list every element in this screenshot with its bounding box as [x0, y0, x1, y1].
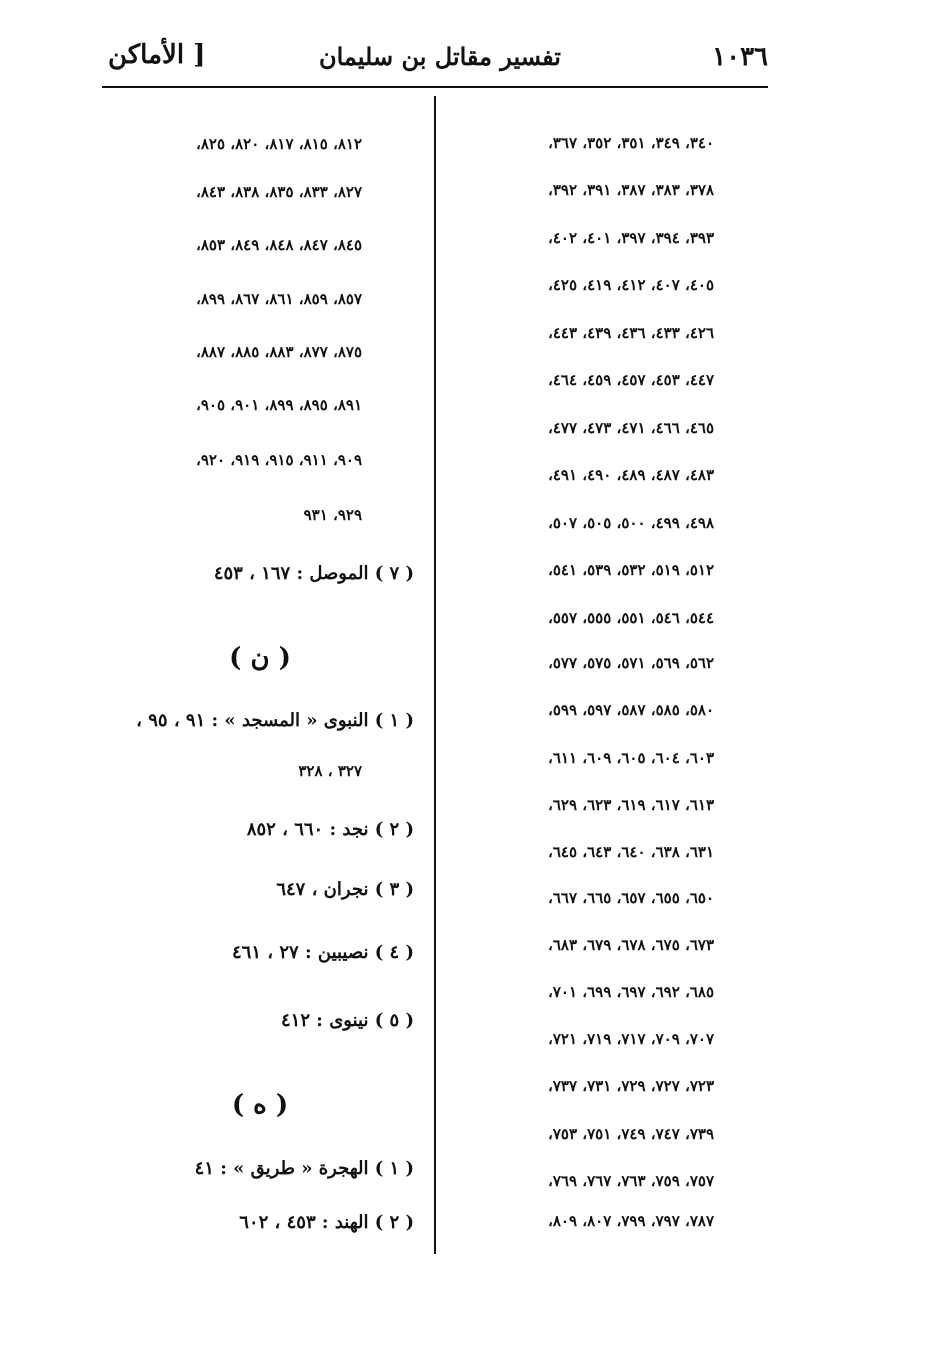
right-reference-line: ٧٥٧، ٧٥٩، ٧٦٣، ٧٦٧، ٧٦٩،: [547, 1172, 714, 1190]
entry-nabawi-continuation: ٣٢٧ ، ٣٢٨: [298, 762, 362, 780]
right-reference-line: ٦٥٠، ٦٥٥، ٦٥٧، ٦٦٥، ٦٦٧،: [547, 889, 714, 907]
left-reference-line: ٨٧٥، ٨٧٧، ٨٨٣، ٨٨٥، ٨٨٧،: [195, 343, 362, 361]
letter-heading-ha: ( ه ): [231, 1090, 289, 1120]
entry-hind: ( ٢ ) الهند : ٤٥٣ ، ٦٠٢: [239, 1212, 414, 1233]
right-reference-line: ٤٩٨، ٤٩٩، ٥٠٠، ٥٠٥، ٥٠٧،: [547, 514, 714, 532]
right-reference-line: ٣٩٣، ٣٩٤، ٣٩٧، ٤٠١، ٤٠٢،: [547, 229, 714, 247]
header-rule: [102, 86, 768, 88]
left-reference-line: ٩٢٩، ٩٣١: [303, 506, 362, 524]
left-reference-line: ٨٤٥، ٨٤٧، ٨٤٨، ٨٤٩، ٨٥٣،: [195, 236, 362, 254]
right-reference-line: ٥٤٤، ٥٤٦، ٥٥١، ٥٥٥، ٥٥٧،: [547, 609, 714, 627]
right-reference-line: ٥٨٠، ٥٨٥، ٥٨٧، ٥٩٧، ٥٩٩،: [547, 701, 714, 719]
entry-najd: ( ٢ ) نجد : ٦٦٠ ، ٨٥٢: [246, 819, 414, 840]
right-reference-line: ٤٨٣، ٤٨٧، ٤٨٩، ٤٩٠، ٤٩١،: [547, 466, 714, 484]
left-reference-line: ٩٠٩، ٩١١، ٩١٥، ٩١٩، ٩٢٠،: [195, 451, 362, 469]
right-reference-line: ٣٧٨، ٣٨٣، ٣٨٧، ٣٩١، ٣٩٢،: [547, 181, 714, 199]
right-reference-line: ٤٤٧، ٤٥٣، ٤٥٧، ٤٥٩، ٤٦٤،: [547, 371, 714, 389]
column-divider: [434, 96, 436, 1254]
entry-nineveh: ( ٥ ) نينوى : ٤١٢: [281, 1010, 414, 1031]
entry-mosul: ( ٧ ) الموصل : ١٦٧ ، ٤٥٣: [213, 563, 414, 584]
right-reference-line: ٧٣٩، ٧٤٧، ٧٤٩، ٧٥١، ٧٥٣،: [547, 1125, 714, 1143]
right-reference-line: ٦٧٣، ٦٧٥، ٦٧٨، ٦٧٩، ٦٨٣،: [547, 936, 714, 954]
right-reference-line: ٥٦٢، ٥٦٩، ٥٧١، ٥٧٥، ٥٧٧،: [547, 654, 714, 672]
running-title: تفسير مقاتل بن سليمان: [318, 42, 561, 71]
entry-hijra: ( ١ ) الهجرة « طريق » : ٤١: [194, 1158, 414, 1179]
right-reference-line: ٤٠٥، ٤٠٧، ٤١٢، ٤١٩، ٤٢٥،: [547, 276, 714, 294]
right-reference-line: ٤٢٦، ٤٣٣، ٤٣٦، ٤٣٩، ٤٤٣،: [547, 324, 714, 342]
right-reference-line: ٥١٢، ٥١٩، ٥٣٢، ٥٣٩، ٥٤١،: [547, 561, 714, 579]
left-reference-line: ٨٩١، ٨٩٥، ٨٩٩، ٩٠١، ٩٠٥،: [195, 396, 362, 414]
right-reference-line: ٤٦٥، ٤٦٦، ٤٧١، ٤٧٣، ٤٧٧،: [547, 419, 714, 437]
right-reference-line: ٦٠٣، ٦٠٤، ٦٠٥، ٦٠٩، ٦١١،: [547, 749, 714, 767]
right-reference-line: ٧٨٧، ٧٩٧، ٧٩٩، ٨٠٧، ٨٠٩،: [547, 1212, 714, 1230]
right-reference-line: ٧٠٧، ٧٠٩، ٧١٧، ٧١٩، ٧٢١،: [547, 1030, 714, 1048]
entry-nasibin: ( ٤ ) نصيبين : ٢٧ ، ٤٦١: [231, 942, 414, 963]
left-reference-line: ٨٥٧، ٨٥٩، ٨٦١، ٨٦٧، ٨٩٩،: [195, 290, 362, 308]
section-title: [ الأماكن: [108, 40, 206, 70]
right-reference-line: ٦٣١، ٦٣٨، ٦٤٠، ٦٤٣، ٦٤٥،: [547, 843, 714, 861]
right-reference-line: ٣٤٠، ٣٤٩، ٣٥١، ٣٥٢، ٣٦٧،: [547, 134, 714, 152]
entry-najran: ( ٣ ) نجران ، ٦٤٧: [276, 879, 414, 900]
entry-nabawi: ( ١ ) النبوى « المسجد » : ٩١ ، ٩٥ ،: [136, 710, 414, 731]
letter-heading-nun: ( ن ): [229, 643, 291, 673]
right-reference-line: ٧٢٣، ٧٢٧، ٧٢٩، ٧٣١، ٧٣٧،: [547, 1077, 714, 1095]
right-reference-line: ٦١٣، ٦١٧، ٦١٩، ٦٢٣، ٦٢٩،: [547, 796, 714, 814]
left-reference-line: ٨١٢، ٨١٥، ٨١٧، ٨٢٠، ٨٢٥،: [195, 135, 362, 153]
right-reference-line: ٦٨٥، ٦٩٢، ٦٩٧، ٦٩٩، ٧٠١،: [547, 983, 714, 1001]
left-reference-line: ٨٢٧، ٨٣٣، ٨٣٥، ٨٣٨، ٨٤٣،: [195, 183, 362, 201]
page-number: ١٠٣٦: [712, 42, 768, 72]
